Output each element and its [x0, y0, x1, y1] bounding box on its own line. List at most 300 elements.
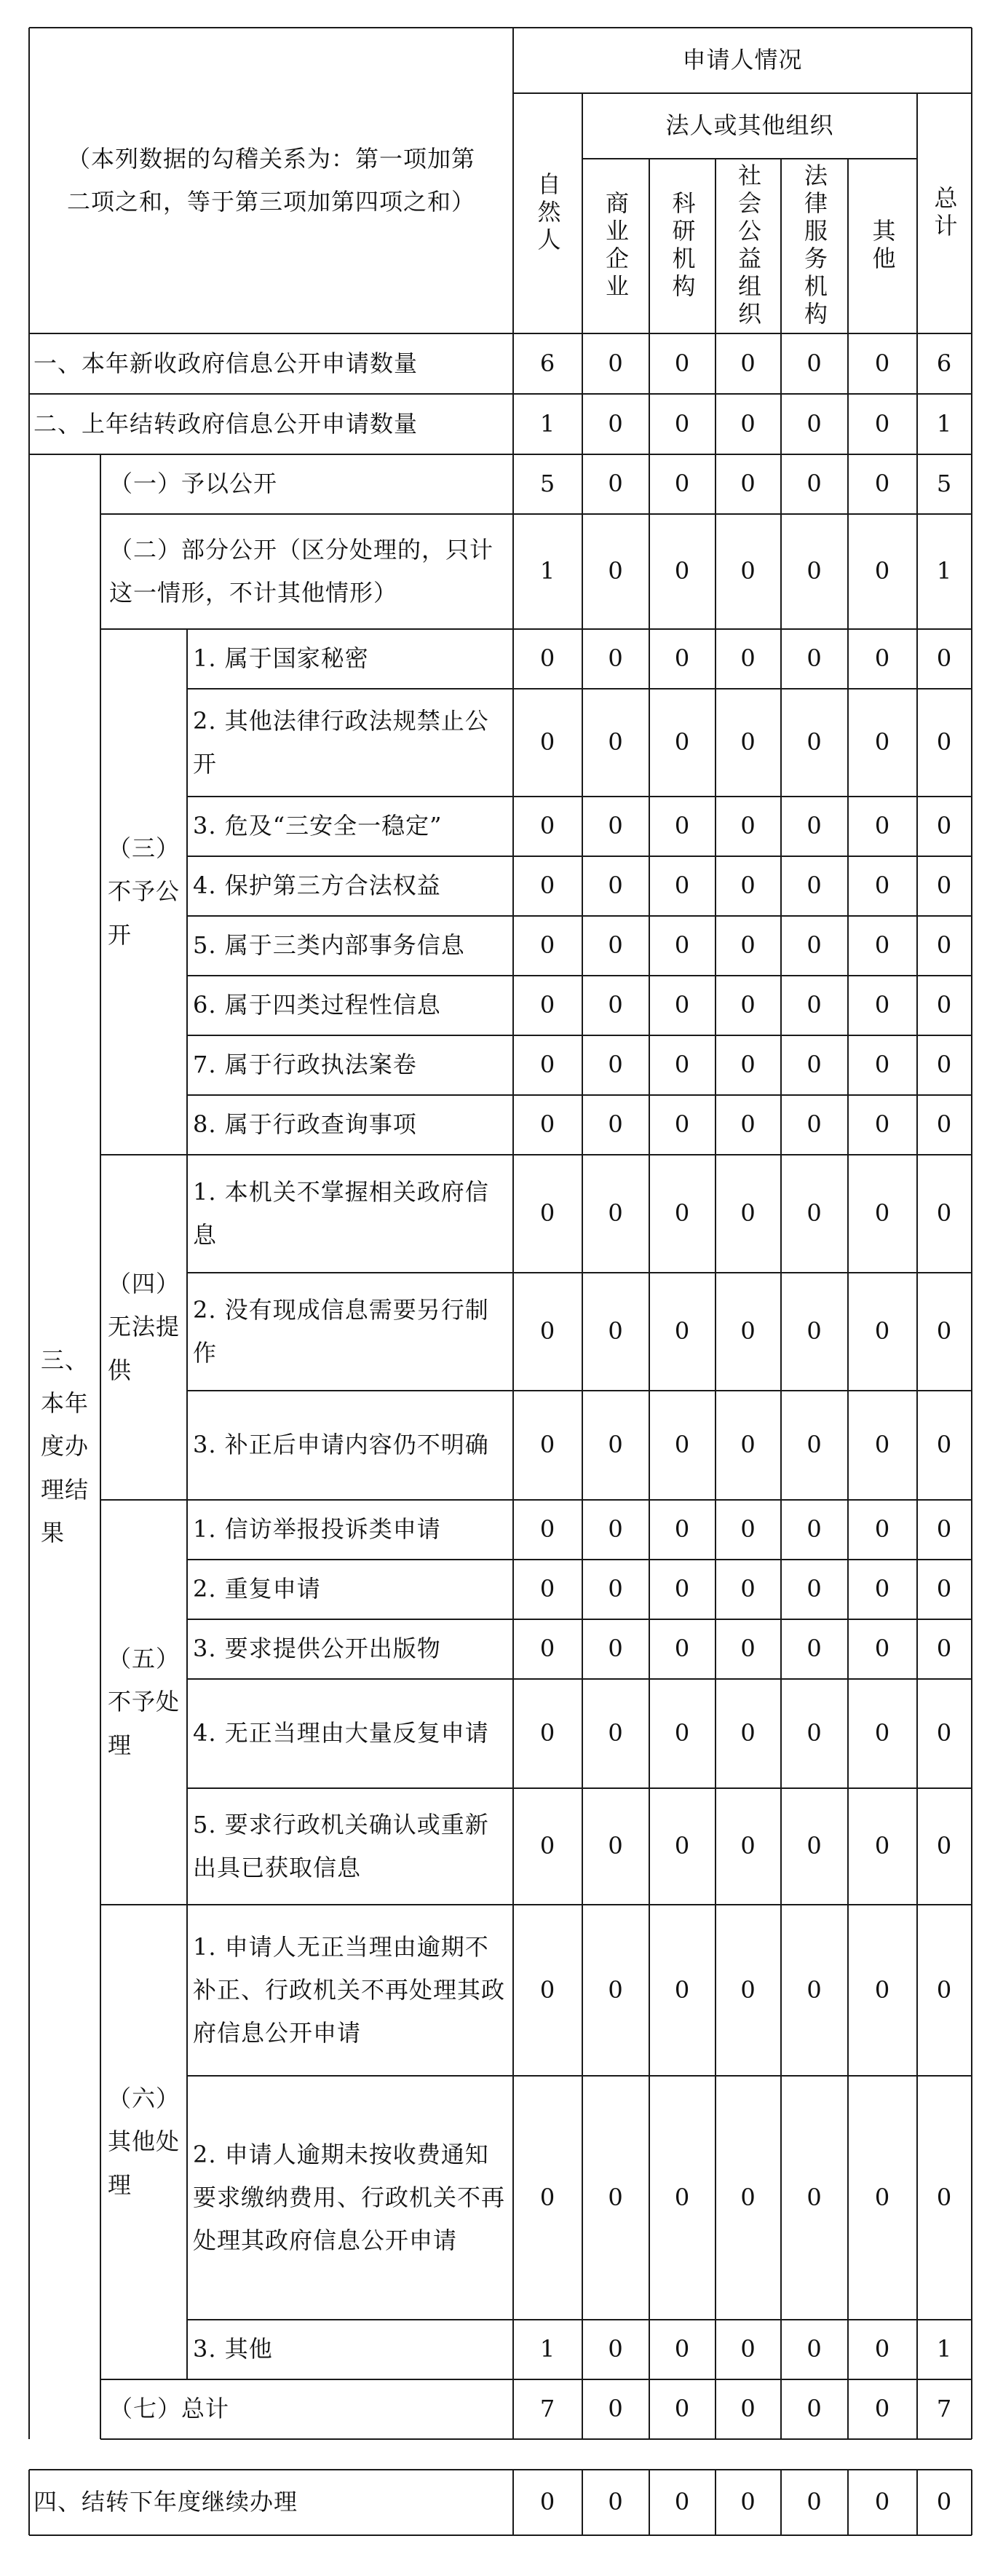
section1-label-text: 一、本年新收政府信息公开申请数量 — [33, 349, 419, 377]
g1-value-4-text: 0 — [806, 470, 822, 498]
g3-row-4-value-4 — [781, 916, 848, 976]
g3-row-6-value-2 — [649, 1035, 716, 1095]
g5-row-1-value-1 — [582, 1560, 649, 1619]
g7-value-2 — [649, 2379, 716, 2439]
g5-row-3-value-6-text: 0 — [936, 1719, 953, 1747]
g4-row-2-value-5 — [848, 1391, 917, 1500]
g3-row-0-value-4-text: 0 — [806, 644, 822, 673]
g6-row-0-value-6-text: 0 — [936, 1975, 953, 2004]
section1-value-0 — [513, 333, 582, 394]
g3-row-5-value-1-text: 0 — [608, 991, 624, 1019]
g4-row-2-value-5-text: 0 — [874, 1431, 891, 1459]
g4-row-1-value-2-text: 0 — [674, 1317, 691, 1346]
section1-value-4 — [781, 333, 848, 394]
section1-value-3 — [716, 333, 781, 394]
g3-row-4-value-4-text: 0 — [806, 931, 822, 960]
g6-row-1-label — [187, 2076, 513, 2320]
g4-row-1-label-text: 2. 没有现成信息需要另行制作 — [193, 1295, 489, 1367]
g5-row-1-value-4 — [781, 1560, 848, 1619]
column-header-5-text: 其他 — [868, 218, 897, 274]
g3-row-1-value-5-text: 0 — [874, 728, 891, 756]
g1-label-text: （一）予以公开 — [109, 470, 278, 498]
g3-row-4-value-2 — [649, 916, 716, 976]
g6-row-2-value-0 — [513, 2320, 582, 2379]
g6-row-2-value-6 — [917, 2320, 972, 2379]
g5-row-3-label-text: 4. 无正当理由大量反复申请 — [193, 1719, 489, 1747]
g5-row-2-value-4 — [781, 1619, 848, 1679]
g5-row-0-value-4 — [781, 1500, 848, 1560]
g3-row-7-value-0 — [513, 1095, 582, 1155]
g3-row-6-label — [187, 1035, 513, 1095]
g4-row-2-value-4-text: 0 — [806, 1431, 822, 1459]
g2-value-5-text: 0 — [874, 557, 891, 585]
legal-header-text: 法人或其他组织 — [665, 111, 834, 140]
g3-row-6-value-5-text: 0 — [874, 1051, 891, 1079]
g3-row-3-value-4-text: 0 — [806, 872, 822, 900]
g3-row-4-value-0-text: 0 — [539, 931, 556, 960]
g4-row-2-value-3-text: 0 — [740, 1431, 756, 1459]
g4-row-0-value-5-text: 0 — [874, 1199, 891, 1228]
g5-row-2-value-3 — [716, 1619, 781, 1679]
g4-row-1-value-3 — [716, 1273, 781, 1391]
section4-value-6-text: 0 — [936, 2488, 953, 2516]
g4-row-0-value-3-text: 0 — [740, 1199, 756, 1228]
g4-row-0-value-6-text: 0 — [936, 1199, 953, 1228]
g5-row-1-value-0-text: 0 — [539, 1575, 556, 1603]
g3-row-6-value-1-text: 0 — [608, 1051, 624, 1079]
g6-row-0-value-4 — [781, 1905, 848, 2076]
g3-row-1-value-1-text: 0 — [608, 728, 624, 756]
g3-row-0-value-3 — [716, 629, 781, 689]
g7-value-2-text: 0 — [674, 2395, 691, 2423]
g3-row-2-value-6 — [917, 797, 972, 856]
g6-row-0-label — [187, 1905, 513, 2076]
section4-value-3-text: 0 — [740, 2488, 756, 2516]
g3-row-5-value-3-text: 0 — [740, 991, 756, 1019]
g3-row-6-value-3 — [716, 1035, 781, 1095]
g3-row-6-value-0 — [513, 1035, 582, 1095]
g3-row-6-value-6 — [917, 1035, 972, 1095]
g5-row-1-value-5-text: 0 — [874, 1575, 891, 1603]
g4-row-0-value-1-text: 0 — [608, 1199, 624, 1228]
section2-value-6 — [917, 394, 972, 454]
g5-row-4-value-4 — [781, 1788, 848, 1905]
g3-row-3-value-1 — [582, 856, 649, 916]
g5-row-0-value-0-text: 0 — [539, 1515, 556, 1544]
g6-row-2-value-1-text: 0 — [608, 2335, 624, 2363]
g5-row-0-label-text: 1. 信访举报投诉类申请 — [193, 1515, 441, 1544]
g3-label — [100, 629, 187, 1155]
g6-row-2-value-4 — [781, 2320, 848, 2379]
g5-row-0-value-1-text: 0 — [608, 1515, 624, 1544]
g4-row-0-label — [187, 1155, 513, 1273]
g6-row-1-value-1-text: 0 — [608, 2183, 624, 2211]
section4-value-1 — [582, 2470, 649, 2535]
g4-row-2-value-3 — [716, 1391, 781, 1500]
applicant-header — [513, 28, 972, 93]
g3-row-1-value-3 — [716, 689, 781, 797]
g5-row-0-value-2 — [649, 1500, 716, 1560]
g6-row-0-value-2 — [649, 1905, 716, 2076]
g3-row-7-value-1-text: 0 — [608, 1110, 624, 1139]
section1-value-2-text: 0 — [674, 349, 691, 377]
g3-row-4-label — [187, 916, 513, 976]
section3-label — [29, 454, 100, 2439]
g6-row-0-value-3-text: 0 — [740, 1975, 756, 2004]
g3-row-3-value-5-text: 0 — [874, 872, 891, 900]
g4-label — [100, 1155, 187, 1500]
g5-row-1-value-6-text: 0 — [936, 1575, 953, 1603]
g3-row-2-value-1-text: 0 — [608, 812, 624, 840]
section2-value-3-text: 0 — [740, 409, 756, 438]
g3-row-4-value-5 — [848, 916, 917, 976]
g3-row-3-value-2 — [649, 856, 716, 916]
section4-value-5 — [848, 2470, 917, 2535]
g3-row-6-value-0-text: 0 — [539, 1051, 556, 1079]
g5-row-0-value-1 — [582, 1500, 649, 1560]
section2-value-5-text: 0 — [874, 409, 891, 438]
g4-row-1-value-6 — [917, 1273, 972, 1391]
g6-row-2-label — [187, 2320, 513, 2379]
g3-row-0-value-0 — [513, 629, 582, 689]
section2-value-1-text: 0 — [608, 409, 624, 438]
column-header-6-text: 总计 — [930, 186, 959, 241]
g3-row-1-value-2 — [649, 689, 716, 797]
g3-row-2-label — [187, 797, 513, 856]
g4-row-2-value-6-text: 0 — [936, 1431, 953, 1459]
g5-row-4-label — [187, 1788, 513, 1905]
header-note-text: （本列数据的勾稽关系为：第一项加第二项之和，等于第三项加第四项之和） — [66, 144, 475, 216]
g3-row-7-value-2 — [649, 1095, 716, 1155]
g1-label — [100, 454, 513, 514]
g3-row-3-value-1-text: 0 — [608, 872, 624, 900]
g6-row-1-value-5 — [848, 2076, 917, 2320]
g6-row-1-value-6-text: 0 — [936, 2183, 953, 2211]
section4-value-0-text: 0 — [539, 2488, 556, 2516]
g3-row-1-value-1 — [582, 689, 649, 797]
g6-row-1-value-0-text: 0 — [539, 2183, 556, 2211]
g3-row-3-value-3 — [716, 856, 781, 916]
g5-row-0-value-6-text: 0 — [936, 1515, 953, 1544]
g3-row-2-label-text: 3. 危及“三安全一稳定” — [193, 812, 443, 840]
g3-row-5-value-6-text: 0 — [936, 991, 953, 1019]
g7-value-1-text: 0 — [608, 2395, 624, 2423]
g1-value-4 — [781, 454, 848, 514]
g3-row-4-value-1 — [582, 916, 649, 976]
g3-row-4-value-3-text: 0 — [740, 931, 756, 960]
g6-row-1-value-6 — [917, 2076, 972, 2320]
g3-row-0-value-3-text: 0 — [740, 644, 756, 673]
column-header-4-text: 法律服务机构 — [801, 163, 828, 329]
section4-value-5-text: 0 — [874, 2488, 891, 2516]
section4-value-1-text: 0 — [608, 2488, 624, 2516]
g5-row-1-value-2 — [649, 1560, 716, 1619]
g6-row-0-value-1 — [582, 1905, 649, 2076]
g3-row-7-value-0-text: 0 — [539, 1110, 556, 1139]
g5-row-3-value-5 — [848, 1679, 917, 1788]
g1-value-5 — [848, 454, 917, 514]
g6-row-2-value-3 — [716, 2320, 781, 2379]
g3-label-text: （三）不予公开 — [108, 834, 181, 949]
g4-row-1-value-0-text: 0 — [539, 1317, 556, 1346]
g5-row-2-value-6-text: 0 — [936, 1635, 953, 1663]
g2-value-4 — [781, 514, 848, 629]
g3-row-6-value-2-text: 0 — [674, 1051, 691, 1079]
g6-row-2-value-1 — [582, 2320, 649, 2379]
g5-row-4-value-3 — [716, 1788, 781, 1905]
section3-label-text: 三、本年度办理结果 — [41, 1346, 90, 1546]
g5-row-2-value-1-text: 0 — [608, 1635, 624, 1663]
g6-row-2-value-5 — [848, 2320, 917, 2379]
g3-row-1-value-4-text: 0 — [806, 728, 822, 756]
g7-value-5 — [848, 2379, 917, 2439]
g3-row-6-value-1 — [582, 1035, 649, 1095]
g4-row-1-value-4-text: 0 — [806, 1317, 822, 1346]
section2-value-4-text: 0 — [806, 409, 822, 438]
g5-row-3-value-4-text: 0 — [806, 1719, 822, 1747]
g4-row-0-value-4-text: 0 — [806, 1199, 822, 1228]
g3-row-6-value-5 — [848, 1035, 917, 1095]
g6-row-0-value-6 — [917, 1905, 972, 2076]
g3-row-5-label — [187, 976, 513, 1035]
g4-row-2-value-0-text: 0 — [539, 1431, 556, 1459]
g3-row-5-value-6 — [917, 976, 972, 1035]
g3-row-5-value-4-text: 0 — [806, 991, 822, 1019]
g6-row-1-value-1 — [582, 2076, 649, 2320]
g5-row-3-value-1 — [582, 1679, 649, 1788]
g2-value-2-text: 0 — [674, 557, 691, 585]
section2-value-3 — [716, 394, 781, 454]
g6-row-0-value-4-text: 0 — [806, 1975, 822, 2004]
g3-row-4-value-2-text: 0 — [674, 931, 691, 960]
g3-row-2-value-3 — [716, 797, 781, 856]
g5-row-1-value-2-text: 0 — [674, 1575, 691, 1603]
g4-row-1-value-6-text: 0 — [936, 1317, 953, 1346]
g5-row-1-value-1-text: 0 — [608, 1575, 624, 1603]
g5-row-3-value-4 — [781, 1679, 848, 1788]
g4-row-0-value-4 — [781, 1155, 848, 1273]
g2-value-1 — [582, 514, 649, 629]
section1-value-1 — [582, 333, 649, 394]
g3-row-4-value-0 — [513, 916, 582, 976]
g4-row-0-value-2-text: 0 — [674, 1199, 691, 1228]
column-header-3-text: 社会公益组织 — [734, 163, 762, 329]
g2-value-3 — [716, 514, 781, 629]
g4-row-1-value-3-text: 0 — [740, 1317, 756, 1346]
g3-row-3-value-0 — [513, 856, 582, 916]
g3-row-1-label-text: 2. 其他法律行政法规禁止公开 — [193, 706, 489, 778]
g3-row-0-label — [187, 629, 513, 689]
g4-row-1-value-5-text: 0 — [874, 1317, 891, 1346]
g3-row-4-value-5-text: 0 — [874, 931, 891, 960]
g6-row-1-value-5-text: 0 — [874, 2183, 891, 2211]
g2-value-4-text: 0 — [806, 557, 822, 585]
column-header-4 — [781, 159, 848, 333]
g3-row-5-value-2-text: 0 — [674, 991, 691, 1019]
g2-value-5 — [848, 514, 917, 629]
g3-row-1-value-6-text: 0 — [936, 728, 953, 756]
g5-row-4-value-1-text: 0 — [608, 1832, 624, 1860]
g6-row-0-value-1-text: 0 — [608, 1975, 624, 2004]
g4-label-text: （四）无法提供 — [108, 1270, 181, 1384]
g6-row-1-value-4 — [781, 2076, 848, 2320]
g3-row-7-value-2-text: 0 — [674, 1110, 691, 1139]
g4-row-2-value-1 — [582, 1391, 649, 1500]
g7-value-6 — [917, 2379, 972, 2439]
g3-row-2-value-0 — [513, 797, 582, 856]
g5-row-3-value-0 — [513, 1679, 582, 1788]
section4-label-text: 四、结转下年度继续办理 — [33, 2488, 298, 2516]
g3-row-0-value-1 — [582, 629, 649, 689]
g3-row-0-value-6 — [917, 629, 972, 689]
g4-row-1-value-5 — [848, 1273, 917, 1391]
g3-row-3-value-4 — [781, 856, 848, 916]
g1-value-6-text: 5 — [936, 470, 953, 498]
section1-value-2 — [649, 333, 716, 394]
g5-label — [100, 1500, 187, 1905]
g2-label-text: （二）部分公开（区分处理的，只计这一情形，不计其他情形） — [109, 535, 494, 607]
g3-row-1-value-0-text: 0 — [539, 728, 556, 756]
g3-row-1-value-6 — [917, 689, 972, 797]
g6-row-2-value-2 — [649, 2320, 716, 2379]
g6-row-2-value-3-text: 0 — [740, 2335, 756, 2363]
g7-value-5-text: 0 — [874, 2395, 891, 2423]
g5-row-4-value-2-text: 0 — [674, 1832, 691, 1860]
section4-value-0 — [513, 2470, 582, 2535]
g5-row-1-value-4-text: 0 — [806, 1575, 822, 1603]
g3-row-2-value-3-text: 0 — [740, 812, 756, 840]
g5-row-0-value-5 — [848, 1500, 917, 1560]
g6-row-2-value-0-text: 1 — [539, 2335, 556, 2363]
g1-value-3 — [716, 454, 781, 514]
g3-row-1-label — [187, 689, 513, 797]
section4-value-2-text: 0 — [674, 2488, 691, 2516]
g3-row-0-value-6-text: 0 — [936, 644, 953, 673]
g7-label-text: （七）总计 — [109, 2395, 230, 2423]
g3-row-7-value-3 — [716, 1095, 781, 1155]
g1-value-1-text: 0 — [608, 470, 624, 498]
column-header-6 — [917, 93, 972, 333]
g3-row-4-value-1-text: 0 — [608, 931, 624, 960]
g6-row-0-value-0-text: 0 — [539, 1975, 556, 2004]
g5-row-4-value-1 — [582, 1788, 649, 1905]
column-header-5 — [848, 159, 917, 333]
g5-row-2-label — [187, 1619, 513, 1679]
g3-row-4-label-text: 5. 属于三类内部事务信息 — [193, 931, 465, 960]
g2-value-1-text: 0 — [608, 557, 624, 585]
g6-row-2-value-5-text: 0 — [874, 2335, 891, 2363]
g5-row-3-value-3 — [716, 1679, 781, 1788]
g5-row-0-value-2-text: 0 — [674, 1515, 691, 1544]
g4-row-1-value-1-text: 0 — [608, 1317, 624, 1346]
g3-row-3-value-2-text: 0 — [674, 872, 691, 900]
g3-row-1-value-0 — [513, 689, 582, 797]
g3-row-3-label — [187, 856, 513, 916]
g5-row-1-value-6 — [917, 1560, 972, 1619]
g5-row-4-value-2 — [649, 1788, 716, 1905]
g3-row-5-label-text: 6. 属于四类过程性信息 — [193, 991, 441, 1019]
g6-row-0-value-2-text: 0 — [674, 1975, 691, 2004]
g5-row-3-value-1-text: 0 — [608, 1719, 624, 1747]
g3-row-1-value-2-text: 0 — [674, 728, 691, 756]
section4-label — [29, 2470, 513, 2535]
g5-row-1-value-0 — [513, 1560, 582, 1619]
g7-value-0 — [513, 2379, 582, 2439]
g4-row-1-value-2 — [649, 1273, 716, 1391]
g5-row-0-label — [187, 1500, 513, 1560]
g3-row-5-value-5 — [848, 976, 917, 1035]
g2-value-0 — [513, 514, 582, 629]
g5-row-4-value-6 — [917, 1788, 972, 1905]
g5-row-0-value-3 — [716, 1500, 781, 1560]
g4-row-2-value-2-text: 0 — [674, 1431, 691, 1459]
g6-row-1-value-0 — [513, 2076, 582, 2320]
g5-row-2-value-5-text: 0 — [874, 1635, 891, 1663]
g5-row-1-value-3 — [716, 1560, 781, 1619]
g5-row-3-value-5-text: 0 — [874, 1719, 891, 1747]
g1-value-6 — [917, 454, 972, 514]
g3-row-5-value-5-text: 0 — [874, 991, 891, 1019]
applicant-header-text: 申请人情况 — [682, 46, 803, 74]
g3-row-2-value-5-text: 0 — [874, 812, 891, 840]
g6-label — [100, 1905, 187, 2379]
g4-row-1-value-4 — [781, 1273, 848, 1391]
g3-row-7-label — [187, 1095, 513, 1155]
section2-value-4 — [781, 394, 848, 454]
g3-row-2-value-5 — [848, 797, 917, 856]
g3-row-5-value-3 — [716, 976, 781, 1035]
g4-row-1-value-1 — [582, 1273, 649, 1391]
g3-row-3-value-3-text: 0 — [740, 872, 756, 900]
g3-row-2-value-2-text: 0 — [674, 812, 691, 840]
g3-row-5-value-0 — [513, 976, 582, 1035]
g5-row-0-value-0 — [513, 1500, 582, 1560]
g4-row-1-value-0 — [513, 1273, 582, 1391]
column-header-2-text: 科研机构 — [668, 191, 697, 301]
g5-row-0-value-3-text: 0 — [740, 1515, 756, 1544]
g7-value-1 — [582, 2379, 649, 2439]
g5-row-3-value-0-text: 0 — [539, 1719, 556, 1747]
g3-row-0-value-0-text: 0 — [539, 644, 556, 673]
g2-value-6 — [917, 514, 972, 629]
section1-label — [29, 333, 513, 394]
g4-row-0-value-5 — [848, 1155, 917, 1273]
g3-row-7-value-3-text: 0 — [740, 1110, 756, 1139]
g3-row-7-value-5-text: 0 — [874, 1110, 891, 1139]
g3-row-5-value-2 — [649, 976, 716, 1035]
g3-row-0-value-1-text: 0 — [608, 644, 624, 673]
g3-row-7-value-4 — [781, 1095, 848, 1155]
column-header-0-text: 自然人 — [534, 172, 562, 255]
g6-row-0-value-5 — [848, 1905, 917, 2076]
g7-label — [100, 2379, 513, 2439]
g4-row-2-label — [187, 1391, 513, 1500]
g7-value-3 — [716, 2379, 781, 2439]
g3-row-2-value-6-text: 0 — [936, 812, 953, 840]
g6-row-1-value-3-text: 0 — [740, 2183, 756, 2211]
g4-row-2-value-0 — [513, 1391, 582, 1500]
g3-row-3-value-6-text: 0 — [936, 872, 953, 900]
g5-row-4-value-6-text: 0 — [936, 1832, 953, 1860]
g3-row-0-value-4 — [781, 629, 848, 689]
legal-header — [582, 93, 917, 159]
section2-label-text: 二、上年结转政府信息公开申请数量 — [33, 409, 419, 438]
g6-row-0-value-5-text: 0 — [874, 1975, 891, 2004]
g3-row-6-value-3-text: 0 — [740, 1051, 756, 1079]
g6-row-1-value-2 — [649, 2076, 716, 2320]
section2-value-2 — [649, 394, 716, 454]
g3-row-3-value-0-text: 0 — [539, 872, 556, 900]
